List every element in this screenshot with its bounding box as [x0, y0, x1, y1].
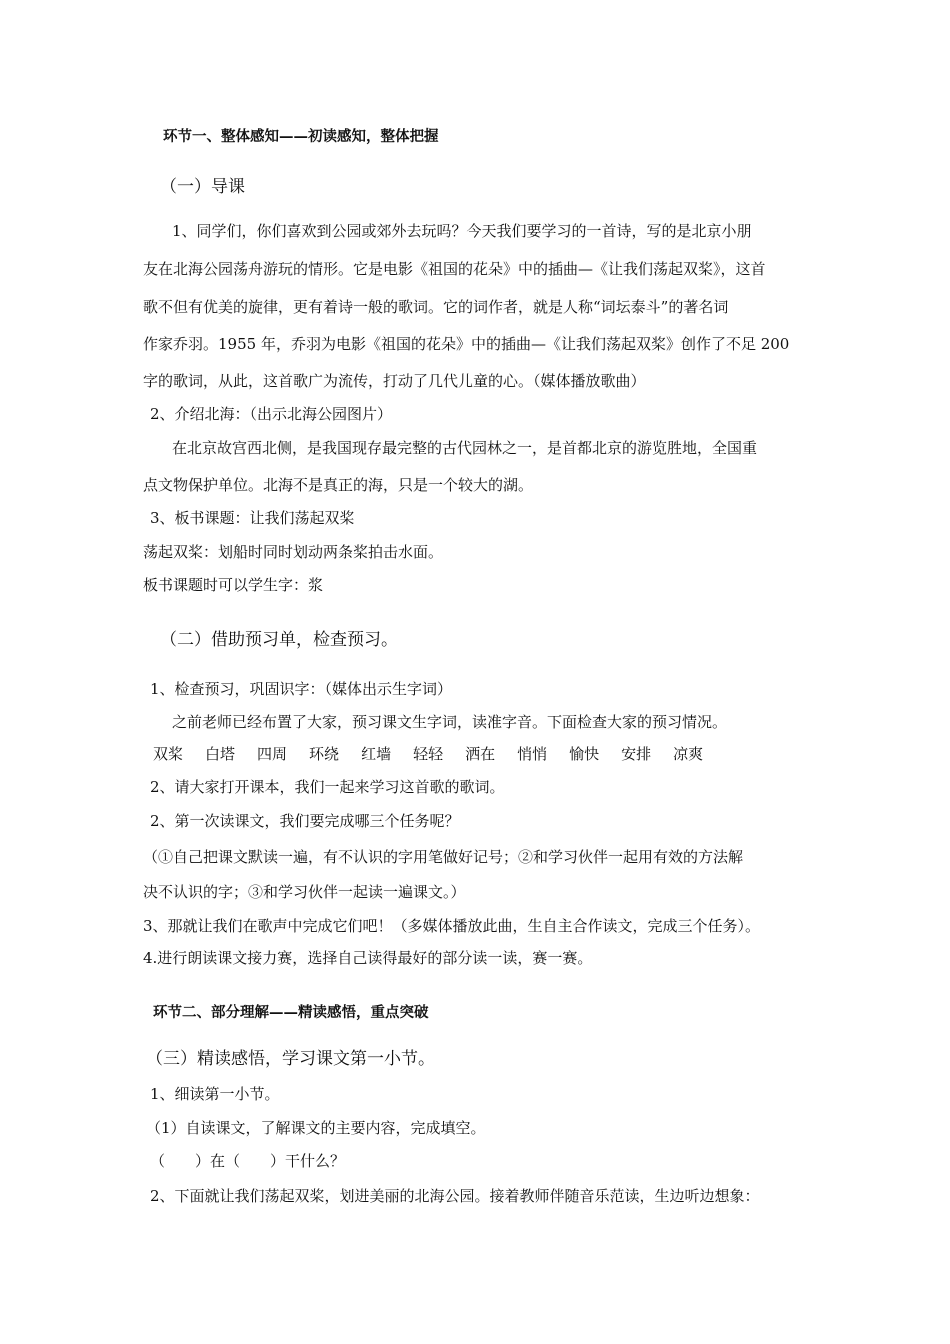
paragraph-line: 3、那就让我们在歌声中完成它们吧！（多媒体播放此曲，生自主合作读文，完成三个任务）。	[143, 917, 761, 935]
subsection-title-1: （一）导课	[160, 177, 245, 197]
subsection-title-3: （三）精读感悟，学习课文第一小节。	[146, 1049, 435, 1069]
paragraph-line: 2、请大家打开课本，我们一起来学习这首歌的歌词。	[150, 778, 505, 796]
vocabulary-word: 四周	[257, 745, 288, 763]
paragraph-line: 友在北海公园荡舟游玩的情形。它是电影《祖国的花朵》中的插曲—《让我们荡起双桨》，这首	[143, 260, 766, 278]
vocabulary-word: 环绕	[309, 745, 340, 763]
vocabulary-word: 白塔	[205, 745, 236, 763]
paragraph-line: 点文物保护单位。北海不是真正的海，只是一个较大的湖。	[143, 476, 534, 494]
paragraph-line: 3、板书课题：让我们荡起双桨	[150, 509, 355, 527]
vocabulary-word: 安排	[621, 745, 652, 763]
paragraph-line: 1、细读第一小节。	[150, 1085, 280, 1103]
paragraph-line: 2、下面就让我们荡起双桨，划进美丽的北海公园。接着教师伴随音乐范读，生边听边想象：	[150, 1187, 760, 1205]
paragraph-line: 歌不但有优美的旋律，更有着诗一般的歌词。它的词作者，就是人称“词坛泰斗”的著名词	[143, 298, 729, 316]
vocabulary-word: 洒在	[465, 745, 496, 763]
vocabulary-word: 红墙	[361, 745, 392, 763]
paragraph-line: 2、第一次读课文，我们要完成哪三个任务呢？	[150, 812, 460, 830]
section1-heading: 环节一、整体感知——初读感知，整体把握	[163, 128, 439, 145]
paragraph-line: 4.进行朗读课文接力赛，选择自己读得最好的部分读一读，赛一赛。	[143, 949, 593, 967]
paragraph-line: 之前老师已经布置了大家，预习课文生字词，读准字音。下面检查大家的预习情况。	[172, 713, 728, 731]
paragraph-line: 板书课题时可以学生字：浆	[143, 576, 324, 594]
paragraph-line: 荡起双桨：划船时同时划动两条桨拍击水面。	[143, 543, 444, 561]
paragraph-line: 字的歌词，从此，这首歌广为流传，打动了几代儿童的心。（媒体播放歌曲）	[143, 372, 646, 390]
paragraph-line: （①自己把课文默读一遍，有不认识的字用笔做好记号；②和学习伙伴一起用有效的方法解	[143, 848, 744, 866]
vocabulary-word: 凉爽	[673, 745, 704, 763]
vocabulary-list	[153, 743, 810, 765]
paragraph-line: 2、介绍北海：（出示北海公园图片）	[150, 405, 393, 423]
paragraph-line: 决不认识的字；③和学习伙伴一起读一遍课文。）	[143, 883, 466, 901]
section2-heading: 环节二、部分理解——精读感悟，重点突破	[153, 1004, 429, 1021]
vocabulary-word: 双桨	[153, 745, 184, 763]
paragraph-line: （1）自读课文，了解课文的主要内容，完成填空。	[146, 1119, 486, 1137]
paragraph-line: （ ）在（ ）干什么？	[150, 1152, 346, 1170]
paragraph-line: 作家乔羽。1955 年，乔羽为电影《祖国的花朵》中的插曲—《让我们荡起双桨》创作了不足 200	[143, 335, 790, 353]
vocabulary-word: 悄悄	[517, 745, 548, 763]
paragraph-line: 1、同学们，你们喜欢到公园或郊外去玩吗？今天我们要学习的一首诗，写的是北京小朋	[172, 222, 752, 240]
paragraph-line: 在北京故宫西北侧，是我国现存最完整的古代园林之一，是首都北京的游览胜地，全国重	[172, 439, 758, 457]
paragraph-line: 1、检查预习，巩固识字：（媒体出示生字词）	[150, 680, 453, 698]
vocabulary-word: 愉快	[569, 745, 600, 763]
vocabulary-word: 轻轻	[413, 745, 444, 763]
subsection-title-2: （二）借助预习单，检查预习。	[160, 630, 398, 650]
